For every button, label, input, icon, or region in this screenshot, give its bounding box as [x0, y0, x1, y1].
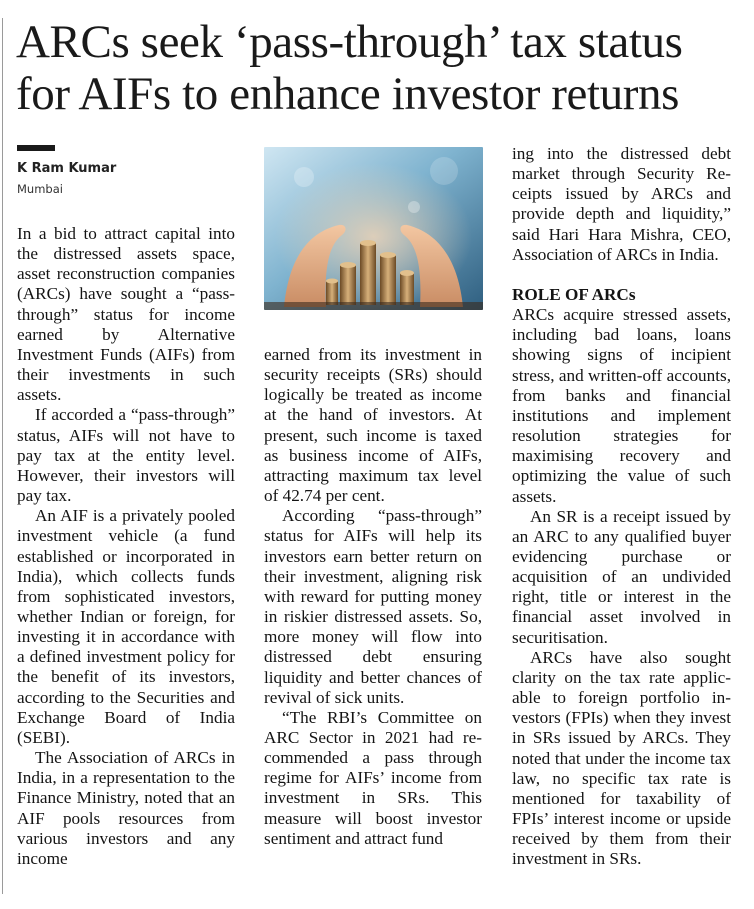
headline-line-1: ARCs seek ‘pass-through’ tax status: [16, 16, 683, 68]
article-column-3: [512, 144, 731, 869]
paragraph-1: In a bid to attract capital into the distressed assets space, asset reconstruction companies (ARCs) have sought a “pass-through” status for income earned by Alternative Investment Funds (AIFs) from their investments in such assets.: [17, 224, 235, 405]
paragraph-8: An SR is a receipt issued by an ARC to any qualified buyer evidencing purchase or acquisition of an undivided right, title or interest in the financial asset involved in securitisation.: [512, 506, 731, 647]
byline-bar: [17, 145, 55, 151]
article-photo: [264, 147, 483, 310]
article-column-1: [17, 224, 235, 869]
left-column-rule: [2, 18, 3, 894]
paragraph-7: ARCs acquire stressed assets, including bad loans, loans showing signs of incipient stress, and written-off accounts, from banks and financial institutions and implement resolution strategies for maximising recovery and optimizing the value of such assets.: [512, 305, 731, 506]
paragraph-2: If accorded a “pass-through” status, AIFs will not have to pay tax at the entity level. However, their investors will pay tax.: [17, 405, 235, 506]
paragraph-6-start: “The RBI’s Committee on ARC Sector in 2021 had recommended a pass through regime for AIFs’ income from investment in SRs. This measure will boost investor sentiment and attract fund: [264, 707, 482, 848]
author-byline: K Ram Kumar: [17, 161, 117, 176]
coins-hands-photo-icon: [264, 147, 483, 310]
headline: [16, 16, 746, 120]
section-subhead: ROLE OF ARCs: [512, 284, 636, 304]
headline-line-2: for AIFs to enhance investor returns: [16, 68, 680, 120]
article-column-2: [264, 345, 482, 849]
paragraph-4-continued: earned from its investment in security receipts (SRs) should logically be treated as income at the hand of investors. At present, such income is taxed as business income of AIFs, attracting maximum tax level of 42.74 per cent.: [264, 345, 482, 506]
paragraph-5: According “pass-through” status for AIFs will help its investors earn better return on their investment, aligning risk with reward for putting money in riskier distressed assets. So, more money will flow into distressed debt ensuring liquidity and better chances of revival of sick units.: [264, 506, 482, 707]
paragraph-6-continued: ing into the distressed debt market through Security Receipts issued by ARCs and provide depth and liquidity,” said Hari Hara Mishra, CEO, Association of ARCs in India.: [512, 144, 731, 264]
dateline: Mumbai: [17, 182, 63, 196]
paragraph-4-start: The Association of ARCs in India, in a representation to the Finance Ministry, noted that an AIF pools resources from various investors and any income: [17, 748, 235, 868]
paragraph-9: ARCs have also sought clarity on the tax rate applicable to foreign portfolio investors (FPIs) when they invest in SRs issued by ARCs. They noted that under the income tax law, no specific tax rate is mentioned for taxability of FPIs’ interest income or upside received by them from their investment in SRs.: [512, 647, 731, 869]
paragraph-3: An AIF is a privately pooled investment vehicle (a fund established or incorporated in India), which collects funds from sophisticated investors, whether Indian or foreign, for investing it in accordance with a defined investment policy for the benefit of its investors, according to the Securities and Exchange Board of India (SEBI).: [17, 506, 235, 747]
